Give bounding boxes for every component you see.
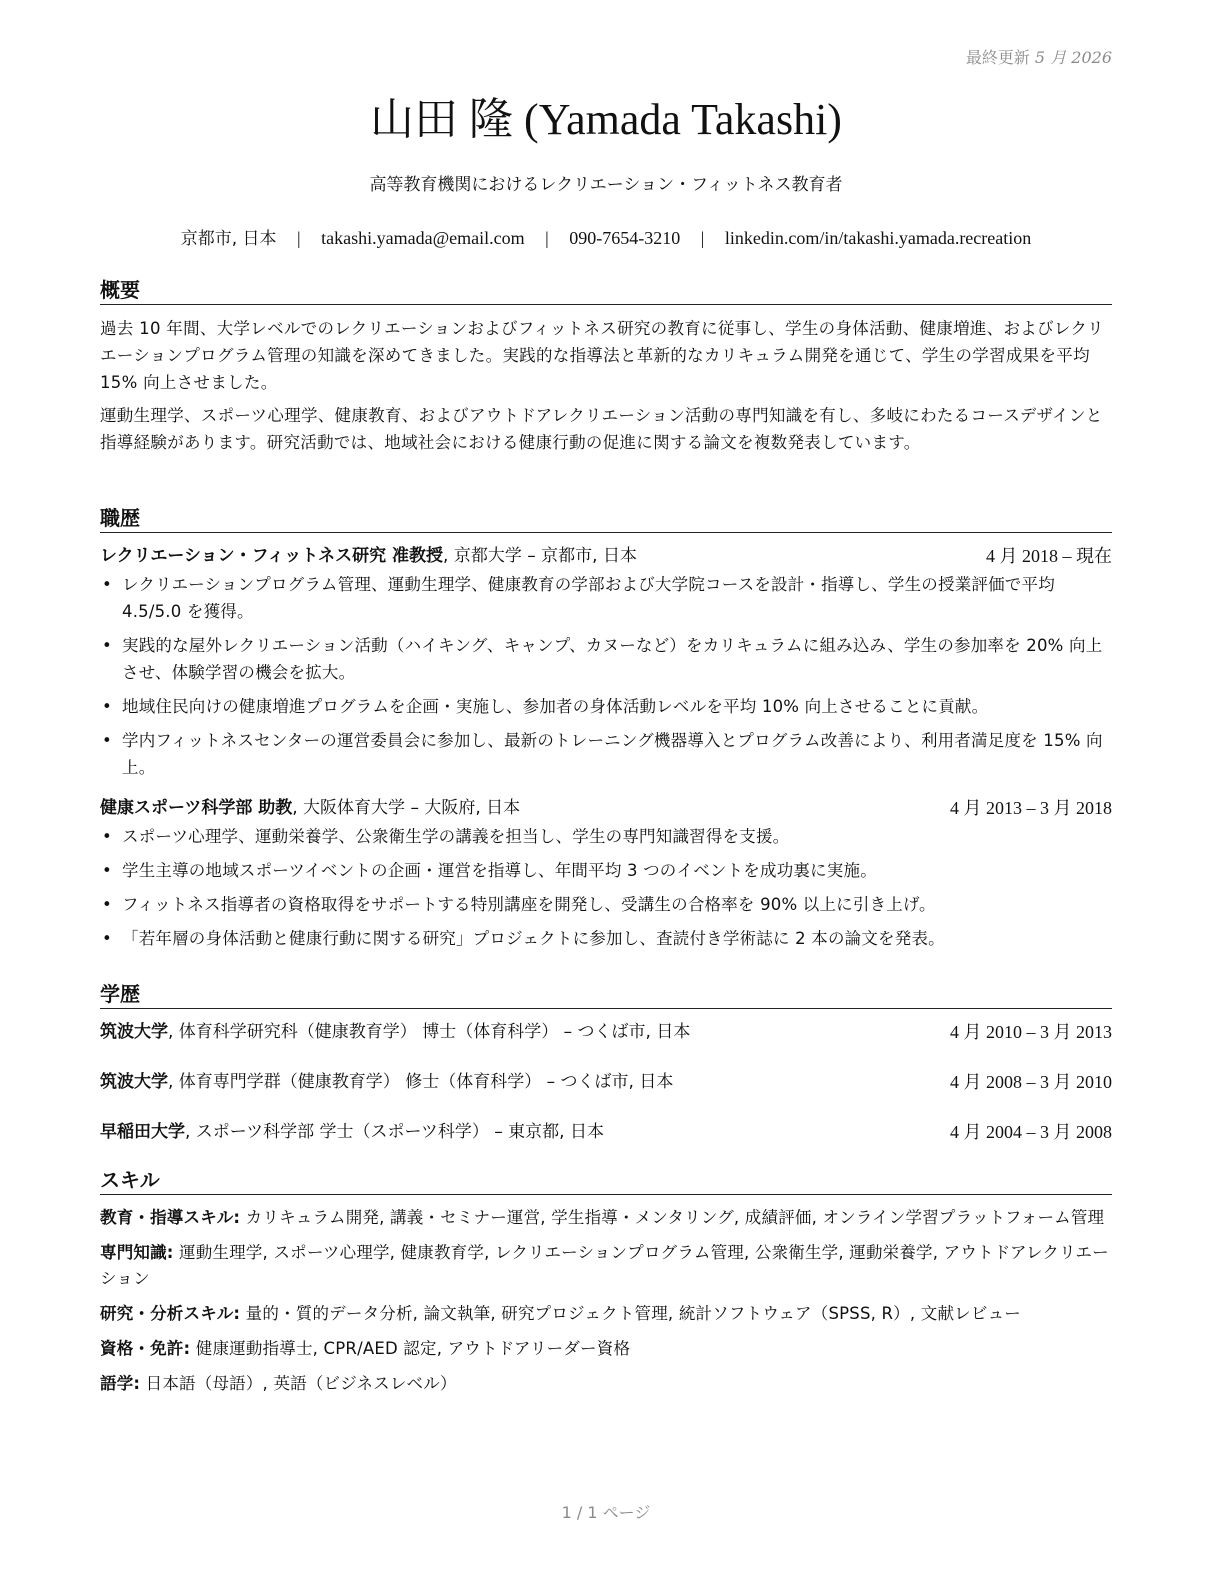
education-title: 学歴 <box>100 980 1112 1009</box>
experience-title: 職歴 <box>100 504 1112 533</box>
education-date: 4 月 2008 – 3 月 2010 <box>950 1072 1112 1092</box>
education-school: 筑波大学 <box>100 1072 168 1092</box>
job-org: , 大阪体育大学 – 大阪府, 日本 <box>292 798 521 818</box>
job-role: 健康スポーツ科学部 助教 <box>100 798 293 818</box>
skill-value: カリキュラム開発, 講義・セミナー運営, 学生指導・メンタリング, 成績評価, オンライン学習プラットフォーム管理 <box>240 1208 1105 1227</box>
job-title-line <box>100 543 637 569</box>
page-footer: 1 / 1 ページ <box>561 1503 651 1522</box>
education-entry <box>100 1019 1112 1045</box>
skill-label: 語学: <box>100 1374 141 1393</box>
skill-row <box>100 1371 1112 1397</box>
headline: 高等教育機関におけるレクリエーション・フィットネス教育者 <box>369 175 843 195</box>
education-line <box>100 1069 673 1095</box>
skill-label: 専門知識: <box>100 1243 174 1262</box>
job-bullet: • スポーツ心理学、運動栄養学、公衆衛生学の講義を担当し、学生の専門知識習得を支援。 <box>122 823 1112 850</box>
summary-section <box>100 276 1112 462</box>
education-detail: , 体育科学研究科（健康教育学） 博士（体育科学） – つくば市, 日本 <box>168 1022 691 1042</box>
contact-linkedin[interactable]: linkedin.com/in/takashi.yamada.recreation <box>724 228 1032 248</box>
skill-row <box>100 1240 1112 1292</box>
job-date: 4 月 2018 – 現在 <box>986 546 1112 566</box>
job-header <box>100 543 1112 569</box>
skill-value: 運動生理学, スポーツ心理学, 健康教育学, レクリエーションプログラム管理, 公衆衛生学, 運動栄養学, アウトドアレクリエーション <box>100 1243 1109 1288</box>
job-entry <box>100 543 1112 781</box>
experience-section <box>100 504 1112 959</box>
job-entry <box>100 795 1112 952</box>
skill-row <box>100 1336 1112 1362</box>
education-line <box>100 1119 604 1145</box>
skill-row <box>100 1301 1112 1327</box>
summary-paragraph: 運動生理学、スポーツ心理学、健康教育、およびアウトドアレクリエーション活動の専門知識を有し、多岐にわたるコースデザインと指導経験があります。研究活動では、地域社会における健康行動の促進に関する論文を複数発表しています。 <box>100 406 1103 452</box>
education-detail: , 体育専門学群（健康教育学） 修士（体育科学） – つくば市, 日本 <box>168 1072 674 1092</box>
job-bullet: • レクリエーションプログラム管理、運動生理学、健康教育の学部および大学院コースを設計・指導し、学生の授業評価で平均 4.5/5.0 を獲得。 <box>122 571 1112 625</box>
contact-location: 京都市, 日本 <box>180 229 277 249</box>
skill-row <box>100 1205 1112 1231</box>
skill-value: 量的・質的データ分析, 論文執筆, 研究プロジェクト管理, 統計ソフトウェア（SPSS, R）, 文献レビュー <box>240 1304 1021 1323</box>
job-title-line <box>100 795 520 821</box>
job-org: , 京都大学 – 京都市, 日本 <box>443 546 637 566</box>
job-bullets <box>100 571 1112 781</box>
job-bullet: • 実践的な屋外レクリエーション活動（ハイキング、キャンプ、カヌーなど）をカリキュラムに組み込み、学生の参加率を 20% 向上させ、体験学習の機会を拡大。 <box>122 632 1112 686</box>
job-bullet: • 学内フィットネスセンターの運営委員会に参加し、最新のトレーニング機器導入とプログラム改善により、利用者満足度を 15% 向上。 <box>122 727 1112 781</box>
last-updated-date: 5 月 2026 <box>1034 48 1112 67</box>
education-school: 筑波大学 <box>100 1022 168 1042</box>
job-bullets <box>100 823 1112 952</box>
skill-label: 資格・免許: <box>100 1339 191 1358</box>
job-header <box>100 795 1112 821</box>
skills-section <box>100 1166 1112 1406</box>
education-line <box>100 1019 690 1045</box>
skill-label: 教育・指導スキル: <box>100 1208 241 1227</box>
education-entry <box>100 1119 1112 1145</box>
education-date: 4 月 2004 – 3 月 2008 <box>950 1122 1112 1142</box>
job-bullet: • 学生主導の地域スポーツイベントの企画・運営を指導し、年間平均 3 つのイベントを成功裏に実施。 <box>122 857 1112 884</box>
contact-phone[interactable]: 090-7654-3210 <box>569 228 681 248</box>
job-date: 4 月 2013 – 3 月 2018 <box>950 798 1112 818</box>
contact-separator: | <box>297 228 301 248</box>
skill-value: 日本語（母語）, 英語（ビジネスレベル） <box>140 1374 457 1393</box>
resume-page <box>100 0 1112 1584</box>
contact-line <box>100 224 1112 249</box>
education-school: 早稲田大学 <box>100 1122 185 1142</box>
education-entry <box>100 1069 1112 1095</box>
education-date: 4 月 2010 – 3 月 2013 <box>950 1022 1112 1042</box>
skills-title: スキル <box>100 1166 1112 1195</box>
education-section <box>100 980 1112 1169</box>
job-bullet: • フィットネス指導者の資格取得をサポートする特別講座を開発し、受講生の合格率を 90% 以上に引き上げ。 <box>122 891 1112 918</box>
summary-paragraph: 過去 10 年間、大学レベルでのレクリエーションおよびフィットネス研究の教育に従事し、学生の身体活動、健康増進、およびレクリエーションプログラム管理の知識を深めてきました。実践的な指導法と革新的なカリキュラム開発を通じて、学生の学習成果を平均 15% 向上させました。 <box>100 319 1104 392</box>
skill-value: 健康運動指導士, CPR/AED 認定, アウトドアリーダー資格 <box>190 1339 631 1358</box>
contact-separator: | <box>545 228 549 248</box>
contact-separator: | <box>700 228 705 248</box>
summary-title: 概要 <box>100 276 1112 305</box>
job-bullet: • 地域住民向けの健康増進プログラムを企画・実施し、参加者の身体活動レベルを平均 10% 向上させることに貢献。 <box>122 693 1112 720</box>
job-bullet: • 「若年層の身体活動と健康行動に関する研究」プロジェクトに参加し、査読付き学術誌に 2 本の論文を発表。 <box>122 925 1112 952</box>
job-role: レクリエーション・フィットネス研究 准教授 <box>100 546 444 566</box>
contact-email[interactable]: takashi.yamada@email.com <box>321 228 525 248</box>
skill-label: 研究・分析スキル: <box>100 1304 241 1323</box>
candidate-name: 山田 隆 (Yamada Takashi) <box>370 95 842 144</box>
last-updated-label: 最終更新 <box>965 48 1030 67</box>
education-detail: , スポーツ科学部 学士（スポーツ科学） – 東京都, 日本 <box>185 1122 604 1142</box>
last-updated <box>966 45 1112 68</box>
